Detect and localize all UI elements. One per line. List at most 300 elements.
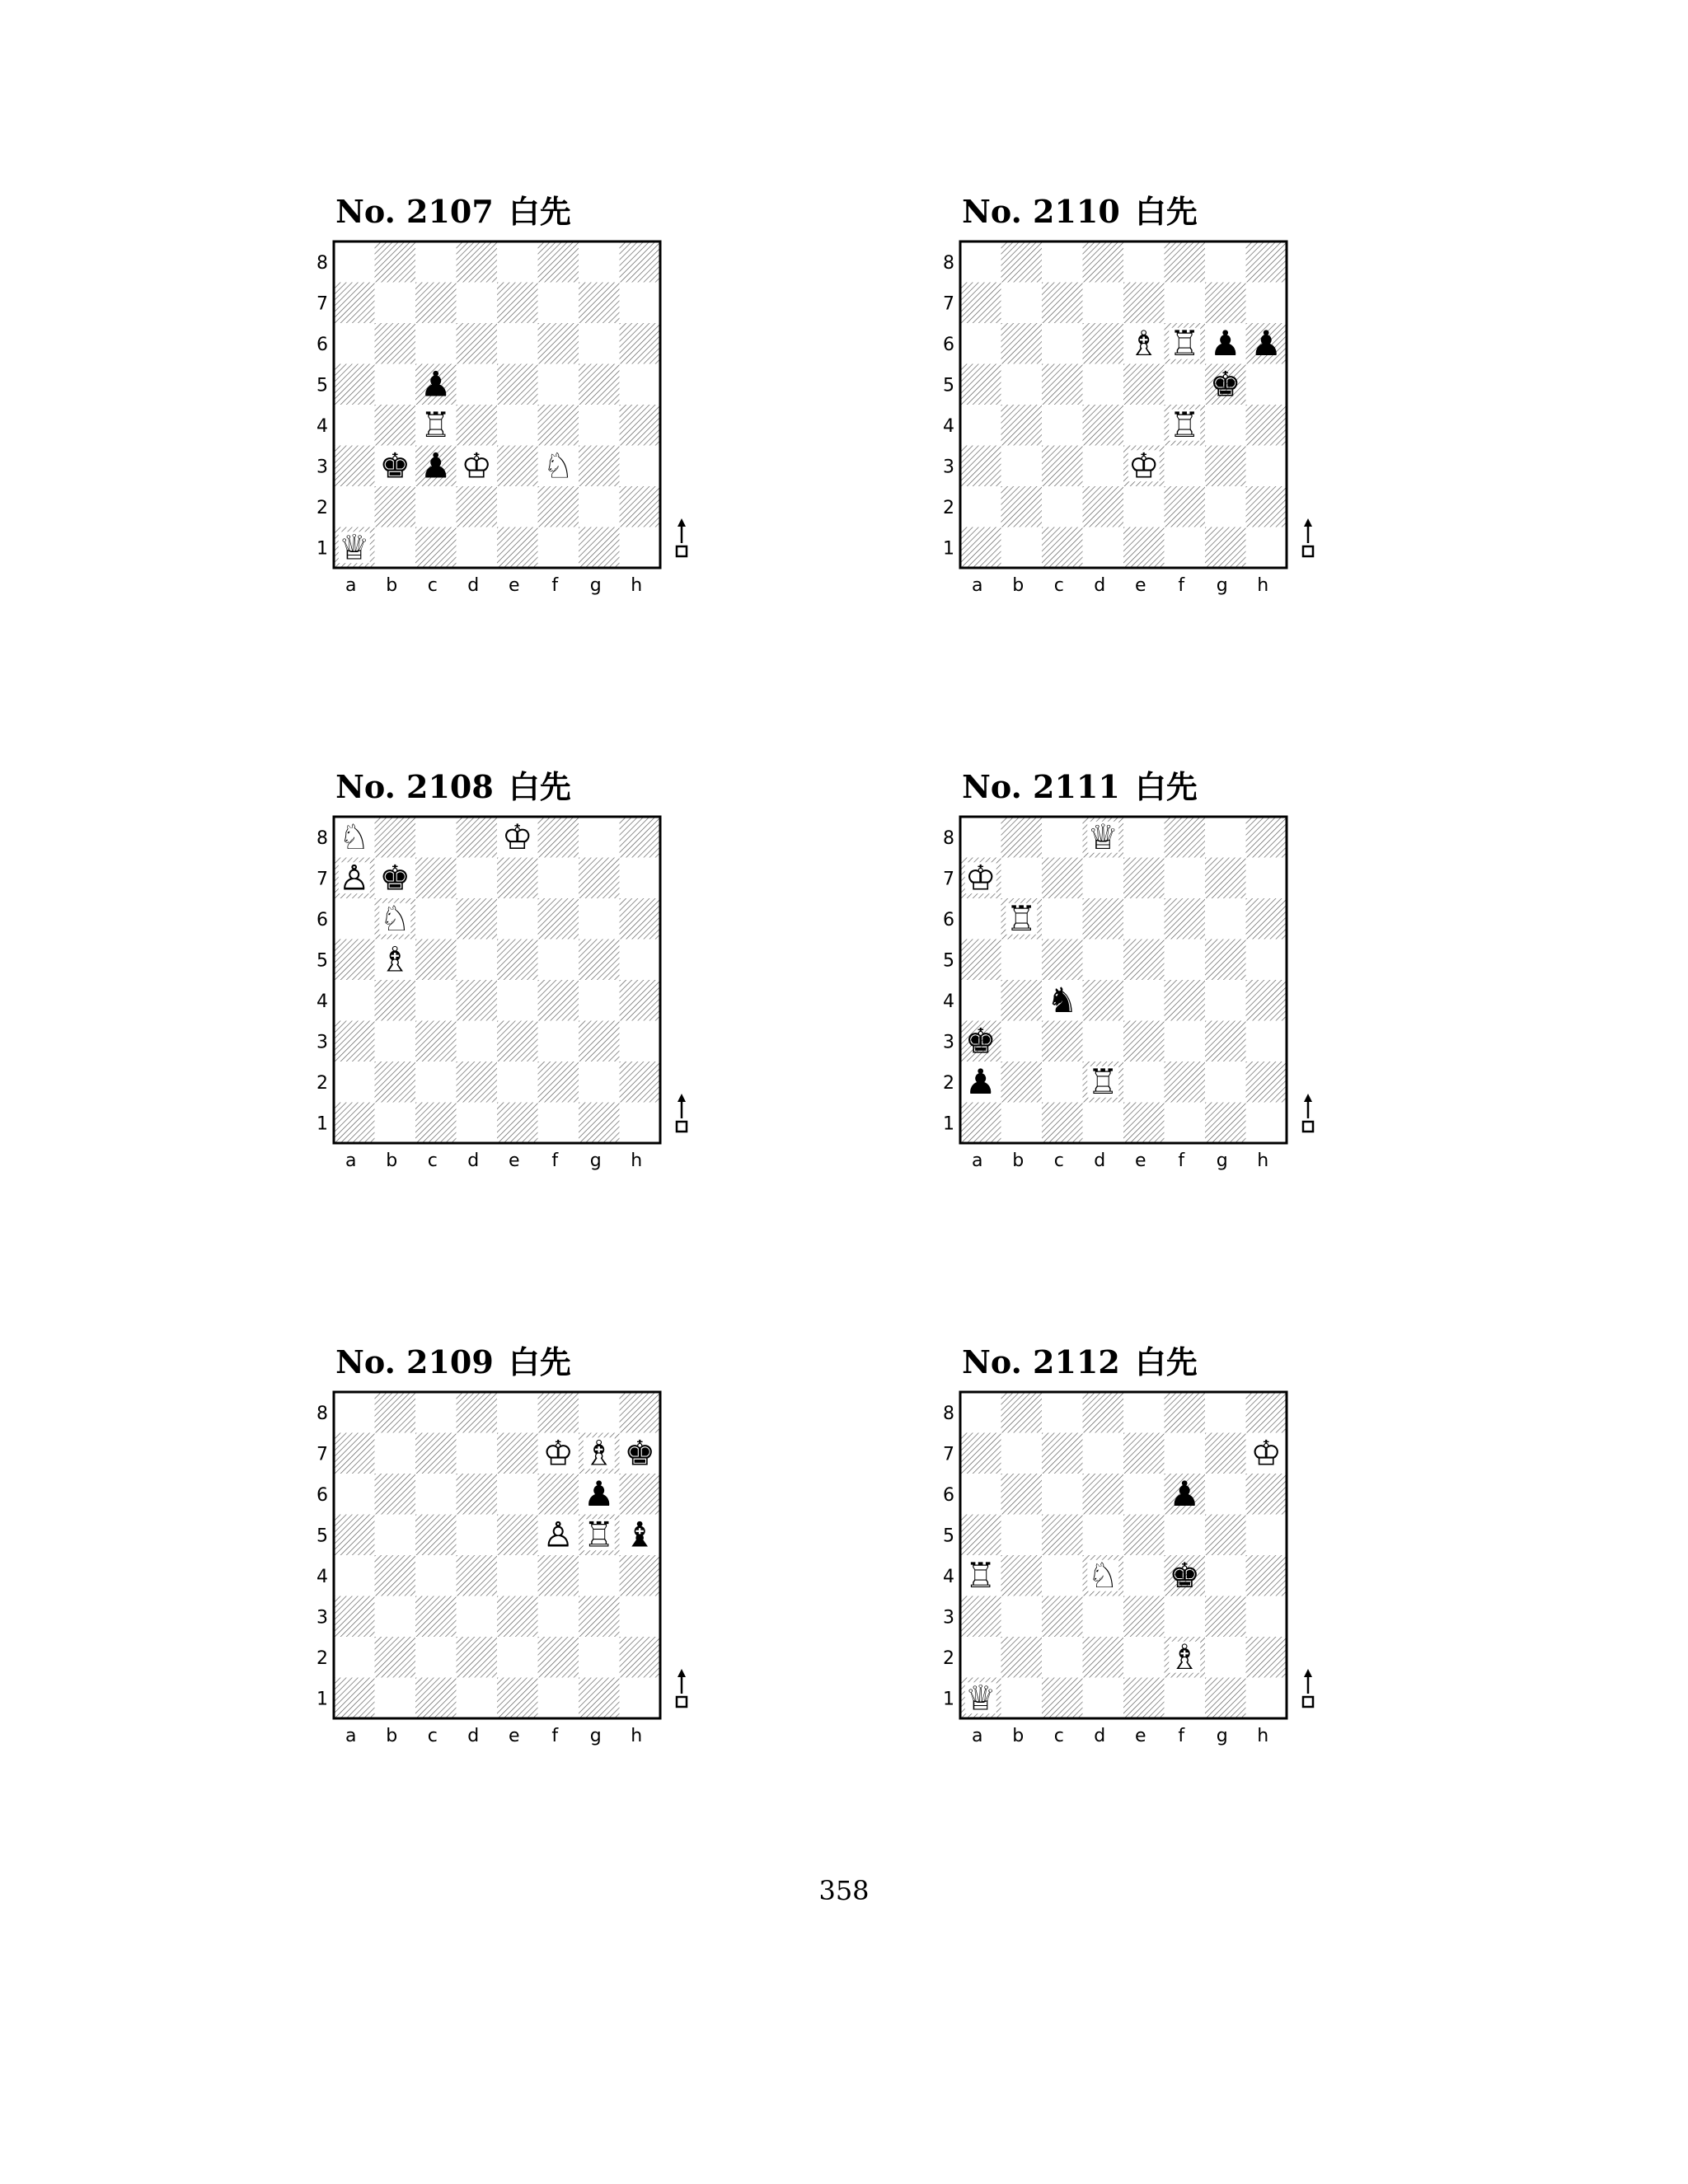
square-b8 — [375, 817, 416, 858]
black-pawn-g6: ♟ — [1209, 322, 1241, 363]
square-g2 — [1205, 486, 1246, 527]
square-c8 — [415, 241, 457, 283]
black-pawn-c3: ♟ — [420, 445, 452, 486]
white-knight-d4: ♘ — [1087, 1554, 1119, 1596]
square-f5 — [538, 364, 579, 405]
square-b4 — [1001, 1555, 1043, 1596]
square-c2 — [415, 1062, 457, 1103]
square-b1 — [1001, 1678, 1043, 1719]
square-h8 — [1246, 817, 1287, 858]
square-e2 — [1123, 486, 1165, 527]
square-e3 — [1123, 1021, 1165, 1062]
square-e4 — [1123, 1555, 1165, 1596]
file-label: c — [427, 1151, 438, 1171]
rank-label: 5 — [316, 950, 328, 972]
square-c7 — [415, 1433, 457, 1474]
square-f1 — [538, 1678, 579, 1719]
rank-label: 6 — [316, 334, 328, 355]
square-e2 — [497, 1062, 538, 1103]
rank-label: 8 — [316, 1403, 328, 1424]
square-a4 — [960, 980, 1001, 1021]
square-c1 — [1042, 527, 1083, 569]
square-a5 — [960, 364, 1001, 405]
square-h2 — [1246, 1062, 1287, 1103]
square-f6 — [1165, 898, 1206, 940]
square-e5 — [497, 364, 538, 405]
square-h4 — [1246, 1555, 1287, 1596]
square-b8 — [1001, 817, 1043, 858]
square-d2 — [1083, 1637, 1124, 1678]
square-b2 — [375, 1062, 416, 1103]
file-label: d — [1094, 1726, 1106, 1746]
file-label: b — [386, 1726, 398, 1746]
rank-label: 6 — [316, 909, 328, 930]
white-to-move-icon — [677, 1094, 687, 1132]
rank-label: 3 — [316, 457, 328, 478]
square-b3 — [1001, 1021, 1043, 1062]
square-h4 — [1246, 405, 1287, 446]
square-d6 — [457, 898, 498, 940]
rank-label: 5 — [943, 1526, 954, 1547]
square-d8 — [457, 1392, 498, 1433]
square-g1 — [1205, 1103, 1246, 1144]
white-pawn-a7: ♙ — [338, 857, 370, 898]
white-rook-f4: ♖ — [1169, 404, 1201, 445]
square-f4 — [538, 980, 579, 1021]
square-d5 — [457, 1515, 498, 1556]
square-a6 — [960, 323, 1001, 364]
square-e2 — [497, 486, 538, 527]
square-f8 — [538, 817, 579, 858]
square-b7 — [1001, 858, 1043, 899]
square-d5 — [457, 364, 498, 405]
file-label: g — [1216, 1151, 1228, 1171]
square-c8 — [1042, 1392, 1083, 1433]
square-h6 — [1246, 1474, 1287, 1515]
square-d4 — [1083, 980, 1124, 1021]
rank-label: 7 — [316, 1444, 328, 1465]
square-e4 — [1123, 980, 1165, 1021]
file-label: c — [1053, 1151, 1064, 1171]
square-c6 — [415, 323, 457, 364]
square-b4 — [1001, 980, 1043, 1021]
square-d4 — [457, 1555, 498, 1596]
square-b2 — [1001, 1062, 1043, 1103]
square-c1 — [415, 527, 457, 569]
square-e8 — [497, 1392, 538, 1433]
white-king-d3: ♔ — [461, 445, 493, 486]
rank-label: 6 — [943, 1484, 954, 1506]
square-b4 — [375, 980, 416, 1021]
square-h3 — [1246, 1596, 1287, 1638]
square-a2 — [960, 1637, 1001, 1678]
square-f4 — [1165, 980, 1206, 1021]
rank-label: 4 — [316, 991, 328, 1012]
square-h2 — [620, 1062, 661, 1103]
square-c7 — [1042, 283, 1083, 324]
square-d5 — [1083, 364, 1124, 405]
square-h1 — [1246, 1103, 1287, 1144]
square-b4 — [1001, 405, 1043, 446]
black-pawn-a2: ♟ — [964, 1061, 996, 1102]
square-g2 — [1205, 1062, 1246, 1103]
square-e6 — [497, 323, 538, 364]
square-e8 — [1123, 1392, 1165, 1433]
rank-label: 8 — [943, 252, 954, 274]
file-label: g — [589, 1726, 602, 1746]
white-rook-c4: ♖ — [420, 404, 452, 445]
square-f3 — [538, 1596, 579, 1638]
square-a6 — [960, 898, 1001, 940]
white-bishop-f2: ♗ — [1169, 1636, 1201, 1677]
square-d1 — [1083, 1678, 1124, 1719]
rank-label: 2 — [943, 1647, 954, 1669]
file-label: d — [467, 1151, 480, 1171]
square-a4 — [334, 1555, 375, 1596]
square-c4 — [1042, 1555, 1083, 1596]
file-label: b — [386, 575, 398, 596]
white-rook-a4: ♖ — [964, 1554, 996, 1596]
square-g8 — [1205, 1392, 1246, 1433]
square-c5 — [1042, 364, 1083, 405]
white-to-move-icon — [677, 1669, 687, 1707]
square-g3 — [1205, 446, 1246, 487]
square-c2 — [1042, 1637, 1083, 1678]
rank-label: 6 — [943, 909, 954, 930]
file-label: b — [386, 1151, 398, 1171]
square-c6 — [1042, 323, 1083, 364]
square-b7 — [375, 1433, 416, 1474]
black-king-b3: ♚ — [379, 445, 411, 486]
square-d4 — [1083, 405, 1124, 446]
square-e8 — [1123, 241, 1165, 283]
file-label: h — [631, 1726, 643, 1746]
square-e6 — [1123, 1474, 1165, 1515]
square-g1 — [1205, 1678, 1246, 1719]
square-d7 — [457, 858, 498, 899]
square-c4 — [1042, 405, 1083, 446]
square-d1 — [457, 1678, 498, 1719]
square-d5 — [457, 940, 498, 981]
file-label: a — [972, 1151, 983, 1171]
square-d8 — [1083, 1392, 1124, 1433]
square-a1 — [334, 1678, 375, 1719]
square-e6 — [497, 1474, 538, 1515]
white-rook-g5: ♖ — [583, 1514, 615, 1555]
file-label: h — [1257, 1726, 1269, 1746]
square-a4 — [334, 980, 375, 1021]
black-pawn-g6: ♟ — [583, 1473, 615, 1514]
white-to-move-icon — [1303, 518, 1313, 556]
file-label: a — [345, 1726, 357, 1746]
square-b6 — [375, 323, 416, 364]
square-d6 — [457, 1474, 498, 1515]
black-king-f4: ♚ — [1169, 1554, 1201, 1596]
square-e7 — [497, 858, 538, 899]
square-c2 — [415, 486, 457, 527]
square-h8 — [1246, 1392, 1287, 1433]
rank-label: 3 — [316, 1032, 328, 1053]
file-label: h — [631, 1151, 643, 1171]
square-f7 — [1165, 858, 1206, 899]
square-g2 — [579, 486, 620, 527]
white-queen-d8: ♕ — [1087, 816, 1119, 857]
square-g8 — [1205, 817, 1246, 858]
square-h1 — [620, 1103, 661, 1144]
square-c4 — [415, 980, 457, 1021]
white-king-e3: ♔ — [1128, 445, 1160, 486]
square-e1 — [497, 1103, 538, 1144]
square-c2 — [1042, 486, 1083, 527]
square-f7 — [1165, 283, 1206, 324]
square-d2 — [1083, 486, 1124, 527]
rank-label: 1 — [943, 538, 954, 560]
square-a2 — [334, 1637, 375, 1678]
square-f6 — [538, 323, 579, 364]
square-f8 — [538, 1392, 579, 1433]
square-a3 — [334, 446, 375, 487]
square-g7 — [1205, 858, 1246, 899]
square-a4 — [960, 405, 1001, 446]
file-label: g — [1216, 1726, 1228, 1746]
square-c5 — [415, 1515, 457, 1556]
square-b6 — [375, 1474, 416, 1515]
puzzle-2109 — [288, 1344, 684, 1806]
square-f1 — [1165, 1678, 1206, 1719]
square-b7 — [1001, 1433, 1043, 1474]
rank-label: 2 — [316, 1072, 328, 1094]
square-b3 — [1001, 446, 1043, 487]
square-d7 — [457, 283, 498, 324]
square-g4 — [1205, 405, 1246, 446]
square-g4 — [579, 1555, 620, 1596]
square-c6 — [1042, 1474, 1083, 1515]
square-f3 — [1165, 1021, 1206, 1062]
square-b1 — [1001, 1103, 1043, 1144]
rank-label: 7 — [943, 1444, 954, 1465]
square-e7 — [1123, 283, 1165, 324]
square-c4 — [415, 1555, 457, 1596]
square-g5 — [579, 364, 620, 405]
rank-label: 3 — [943, 1607, 954, 1629]
square-b3 — [375, 1021, 416, 1062]
square-b7 — [375, 283, 416, 324]
rank-label: 8 — [943, 1403, 954, 1424]
square-e1 — [497, 1678, 538, 1719]
board-squares — [960, 817, 1287, 1143]
square-g5 — [579, 940, 620, 981]
puzzle-title: No. 2110 白先 — [962, 193, 1198, 230]
square-d2 — [457, 1637, 498, 1678]
white-knight-a8: ♘ — [338, 816, 370, 857]
square-f8 — [538, 241, 579, 283]
square-c6 — [415, 1474, 457, 1515]
square-a5 — [960, 1515, 1001, 1556]
rank-label: 7 — [943, 869, 954, 890]
chess-diagram — [915, 235, 1311, 622]
square-c2 — [415, 1637, 457, 1678]
square-c7 — [1042, 1433, 1083, 1474]
square-b5 — [375, 1515, 416, 1556]
rank-label: 7 — [943, 293, 954, 315]
rank-label: 8 — [316, 252, 328, 274]
square-e5 — [1123, 364, 1165, 405]
square-g1 — [579, 527, 620, 569]
white-bishop-b5: ♗ — [379, 939, 411, 980]
rank-label: 4 — [316, 1566, 328, 1587]
file-label: e — [1134, 1726, 1146, 1746]
square-a1 — [960, 527, 1001, 569]
square-h8 — [620, 817, 661, 858]
square-h2 — [1246, 1637, 1287, 1678]
square-c8 — [1042, 241, 1083, 283]
puzzle-title: No. 2109 白先 — [335, 1343, 571, 1380]
square-d8 — [457, 817, 498, 858]
square-g7 — [1205, 283, 1246, 324]
square-c1 — [415, 1103, 457, 1144]
square-d8 — [1083, 241, 1124, 283]
white-knight-b6: ♘ — [379, 898, 411, 939]
rank-label: 2 — [316, 497, 328, 518]
square-a2 — [334, 1062, 375, 1103]
square-h4 — [620, 980, 661, 1021]
file-label: e — [508, 1726, 520, 1746]
square-e2 — [1123, 1062, 1165, 1103]
square-h5 — [1246, 364, 1287, 405]
white-king-e8: ♔ — [501, 816, 533, 857]
white-queen-a1: ♕ — [964, 1677, 996, 1718]
square-b1 — [375, 1678, 416, 1719]
white-knight-f3: ♘ — [542, 445, 574, 486]
white-king-a7: ♔ — [964, 857, 996, 898]
square-b6 — [1001, 323, 1043, 364]
square-h6 — [620, 898, 661, 940]
file-label: h — [1257, 1151, 1269, 1171]
square-f5 — [1165, 1515, 1206, 1556]
rank-label: 4 — [943, 1566, 954, 1587]
square-b3 — [375, 1596, 416, 1638]
puzzle-title: No. 2107 白先 — [335, 193, 571, 230]
file-label: c — [427, 1726, 438, 1746]
file-label: e — [1134, 575, 1146, 596]
file-label: a — [345, 575, 357, 596]
square-b8 — [375, 241, 416, 283]
square-g5 — [1205, 1515, 1246, 1556]
square-a7 — [960, 283, 1001, 324]
square-h5 — [1246, 940, 1287, 981]
square-a1 — [334, 1103, 375, 1144]
square-a6 — [334, 898, 375, 940]
rank-label: 1 — [316, 1689, 328, 1710]
chess-diagram — [915, 1385, 1311, 1773]
file-label: g — [589, 575, 602, 596]
square-c3 — [1042, 1596, 1083, 1638]
square-g8 — [579, 1392, 620, 1433]
square-e1 — [1123, 527, 1165, 569]
square-d2 — [457, 486, 498, 527]
square-e7 — [1123, 858, 1165, 899]
square-e4 — [1123, 405, 1165, 446]
rank-label: 4 — [943, 991, 954, 1012]
square-e7 — [497, 283, 538, 324]
square-c3 — [415, 1596, 457, 1638]
white-rook-b6: ♖ — [1006, 898, 1038, 939]
square-a3 — [960, 446, 1001, 487]
chess-diagram — [288, 235, 684, 622]
square-f2 — [1165, 1062, 1206, 1103]
rank-label: 5 — [316, 375, 328, 396]
square-d1 — [1083, 527, 1124, 569]
rank-label: 8 — [316, 827, 328, 849]
square-h3 — [620, 1596, 661, 1638]
white-to-move-icon — [1303, 1094, 1313, 1132]
white-to-move-icon — [1303, 1669, 1313, 1707]
square-g3 — [579, 446, 620, 487]
square-h3 — [620, 446, 661, 487]
square-c5 — [1042, 940, 1083, 981]
square-e5 — [1123, 1515, 1165, 1556]
file-label: c — [427, 575, 438, 596]
file-label: b — [1012, 1726, 1025, 1746]
square-b5 — [1001, 940, 1043, 981]
black-king-b7: ♚ — [379, 857, 411, 898]
square-h5 — [620, 940, 661, 981]
square-g4 — [1205, 980, 1246, 1021]
white-pawn-f5: ♙ — [542, 1514, 574, 1555]
square-g3 — [1205, 1021, 1246, 1062]
rank-label: 3 — [316, 1607, 328, 1629]
square-d4 — [457, 405, 498, 446]
rank-label: 4 — [316, 415, 328, 437]
square-c8 — [415, 1392, 457, 1433]
file-label: d — [1094, 1151, 1106, 1171]
square-h8 — [1246, 241, 1287, 283]
square-e4 — [497, 405, 538, 446]
square-f1 — [1165, 527, 1206, 569]
square-h1 — [1246, 1678, 1287, 1719]
square-a7 — [334, 1433, 375, 1474]
file-label: b — [1012, 1151, 1025, 1171]
square-c7 — [415, 283, 457, 324]
square-c5 — [415, 940, 457, 981]
puzzle-title: No. 2108 白先 — [335, 768, 571, 805]
square-a8 — [334, 241, 375, 283]
square-f2 — [538, 486, 579, 527]
square-g7 — [579, 283, 620, 324]
square-d7 — [1083, 858, 1124, 899]
square-h1 — [620, 1678, 661, 1719]
rank-label: 1 — [943, 1689, 954, 1710]
square-f8 — [1165, 817, 1206, 858]
square-h6 — [620, 1474, 661, 1515]
square-g7 — [579, 858, 620, 899]
black-king-h7: ♚ — [624, 1432, 656, 1474]
rank-label: 6 — [316, 1484, 328, 1506]
rank-label: 8 — [943, 827, 954, 849]
square-e3 — [1123, 1596, 1165, 1638]
square-b8 — [1001, 241, 1043, 283]
square-c3 — [1042, 446, 1083, 487]
square-g1 — [579, 1678, 620, 1719]
square-a5 — [334, 1515, 375, 1556]
square-g8 — [579, 241, 620, 283]
chess-diagram — [288, 1385, 684, 1773]
square-f1 — [1165, 1103, 1206, 1144]
square-a3 — [334, 1596, 375, 1638]
square-b1 — [1001, 527, 1043, 569]
square-b7 — [1001, 283, 1043, 324]
square-d1 — [457, 527, 498, 569]
